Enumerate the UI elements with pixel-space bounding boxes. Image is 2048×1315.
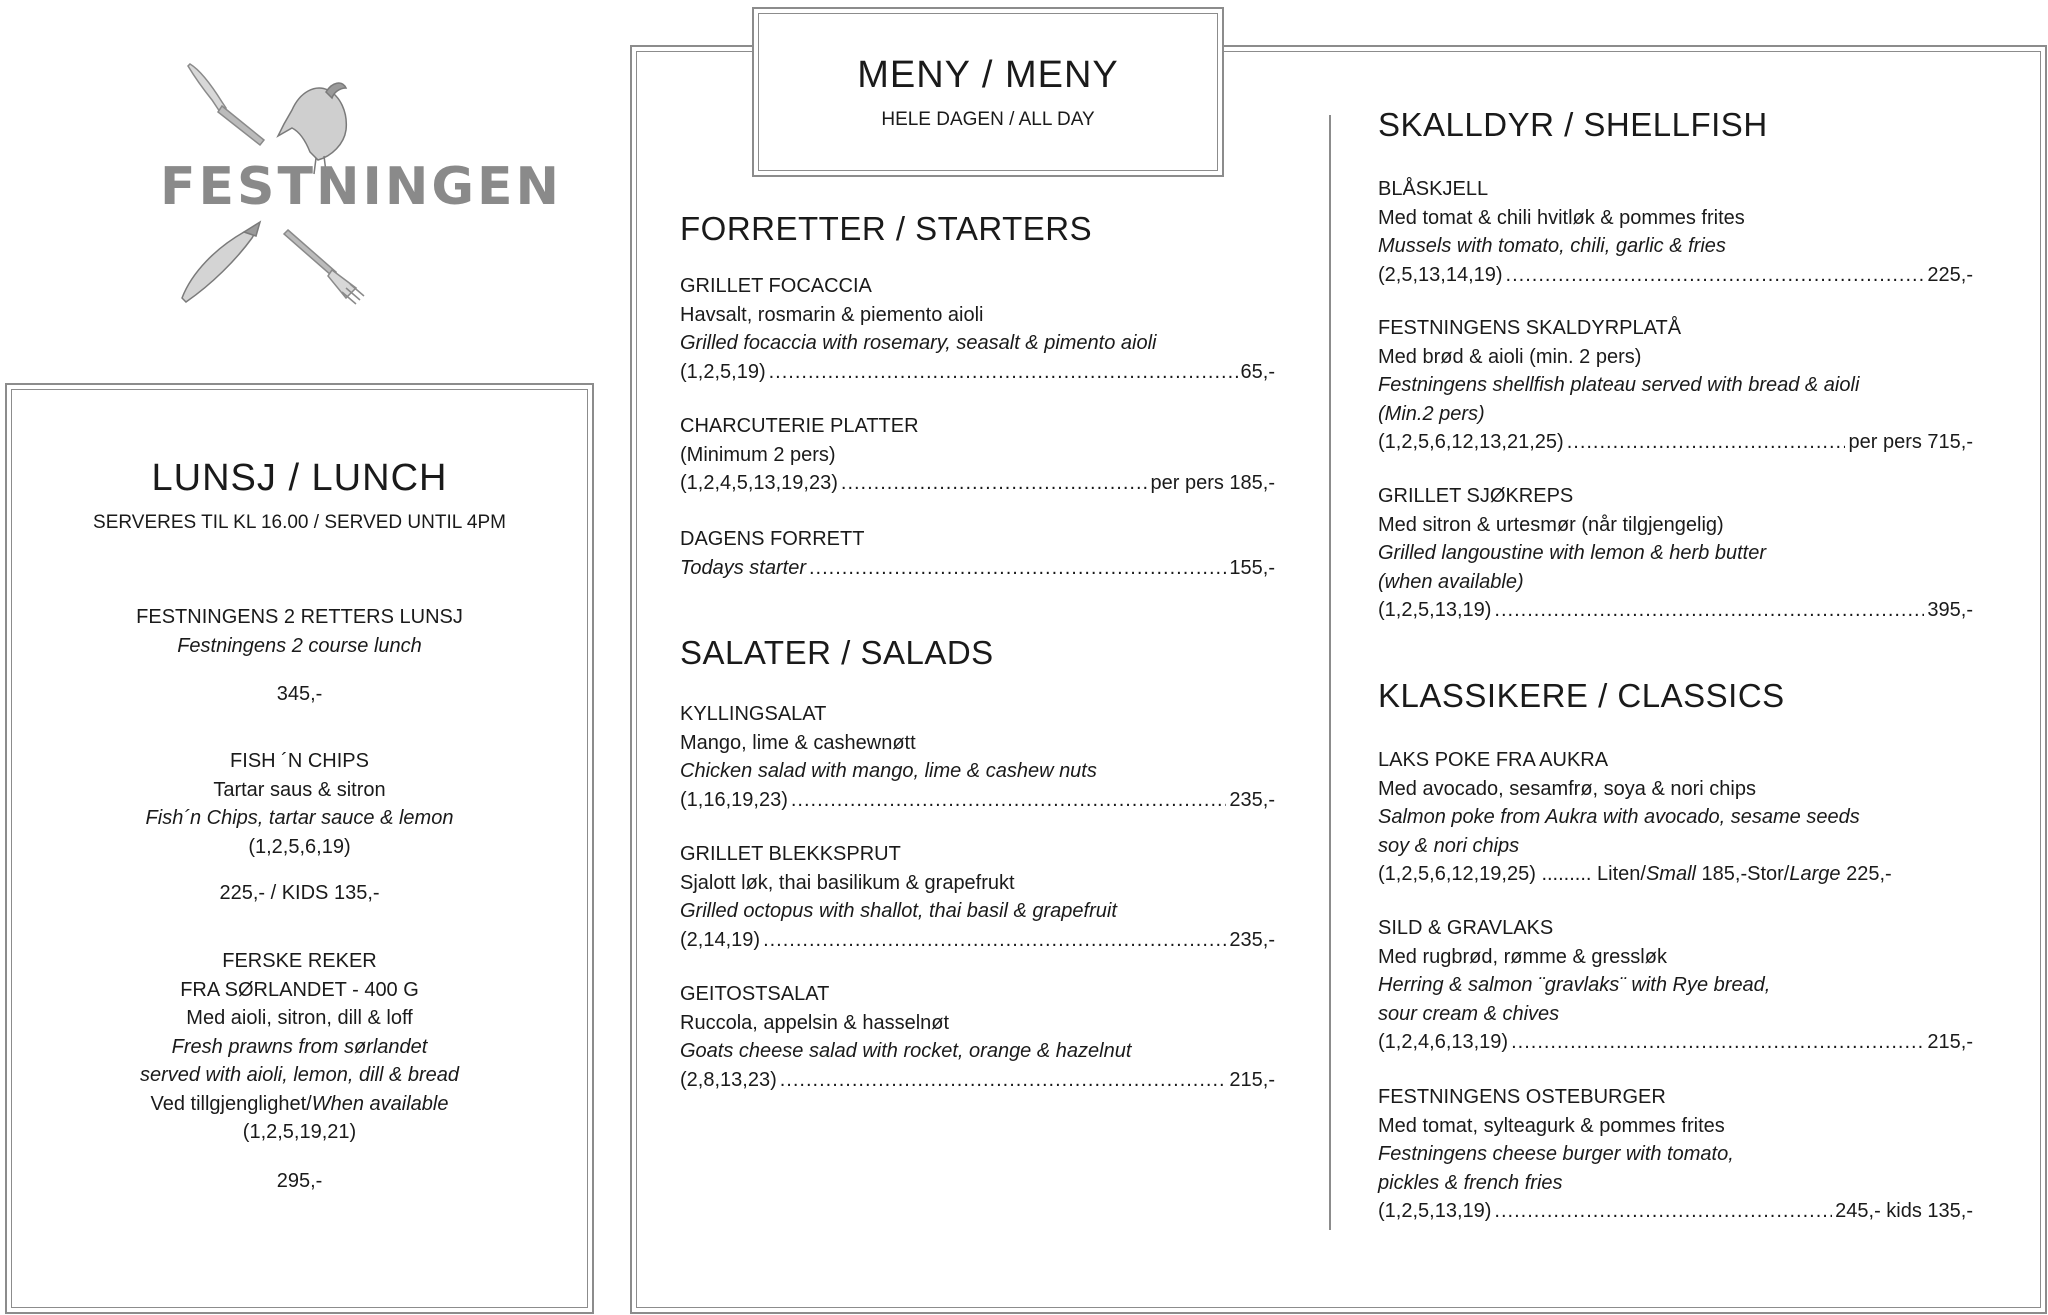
item-allergens: (1,2,5,19,21) (242, 1121, 357, 1143)
menu-item (680, 272, 1275, 386)
item-english: Todays starter (680, 556, 806, 579)
item-name-2: FRA SØRLANDET - 400 G (180, 978, 419, 1001)
item-english: Grilled langoustine with lemon & herb butter (1378, 542, 1766, 564)
item-english: Fish´n Chips, tartar sauce & lemon (145, 807, 454, 829)
item-description: Med rugbrød, rømme & gressløk (1378, 945, 1667, 968)
item-price-line (1378, 428, 1973, 457)
item-price-line (1378, 261, 1973, 290)
dot-leader (1494, 1197, 1832, 1226)
item-allergens: (1,2,5,6,19) (248, 835, 351, 858)
item-english-2: (Min.2 pers) (1378, 402, 1485, 425)
item-name: LAKS POKE FRA AUKRA (1378, 749, 1609, 771)
item-english: Herring & salmon ¨gravlaks¨ with Rye bread, (1378, 974, 1771, 996)
menu-item (1378, 1083, 1973, 1226)
item-allergens: (1,2,4,5,13,19,23) (680, 472, 838, 494)
fish-icon (182, 222, 260, 302)
item-allergens: (1,2,5,19) (680, 360, 766, 383)
item-allergens: (1,16,19,23) (680, 788, 788, 811)
item-description: Tartar saus & sitron (213, 778, 386, 801)
item-description: Havsalt, rosmarin & piemento aioli (680, 303, 984, 326)
item-allergens: (1,2,5,13,19) (1378, 1200, 1492, 1222)
item-price: 395,- (1927, 599, 1973, 621)
dot-leader (780, 1066, 1227, 1095)
item-price-line (680, 926, 1275, 955)
item-english-2: served with aioli, lemon, dill & bread (139, 1064, 460, 1086)
knife-icon (188, 64, 264, 145)
item-name: FERSKE REKER (222, 950, 377, 972)
dot-leader (769, 358, 1238, 387)
menu-item (680, 840, 1275, 954)
item-price-line (1378, 1028, 1973, 1057)
availability-en: When available (311, 1092, 449, 1115)
item-price: 245,- kids 135,- (1835, 1200, 1973, 1222)
item-name: FESTNINGENS SKALDYRPLATÅ (1378, 317, 1682, 339)
price-small-no: Liten/ (1597, 863, 1646, 885)
item-english: Salmon poke from Aukra with avocado, sesame seeds (1378, 806, 1860, 828)
menu-item (680, 700, 1275, 814)
item-price-line (680, 358, 1275, 387)
item-allergens: (1,2,5,6,12,13,21,25) (1378, 431, 1564, 453)
item-description: Med avocado, sesamfrø, soya & nori chips (1378, 777, 1756, 800)
item-price: per pers 715,- (1848, 431, 1973, 453)
item-name: GEITOSTSALAT (680, 983, 830, 1005)
section-title-salads: SALATER / SALADS (680, 634, 994, 671)
item-allergens: (1,2,4,6,13,19) (1378, 1031, 1509, 1053)
item-description: Med tomat & chili hvitløk & pommes frites (1378, 206, 1745, 229)
item-english: Festningens cheese burger with tomato, (1378, 1143, 1734, 1165)
dot-leader (791, 786, 1227, 815)
menu-item (680, 525, 1275, 582)
section-title-starters: FORRETTER / STARTERS (680, 210, 1093, 247)
price-small: 185,- (1695, 863, 1748, 885)
menu-item (1378, 914, 1973, 1057)
item-description: Med brød & aioli (min. 2 pers) (1378, 345, 1642, 368)
item-description: Mango, lime & cashewnøtt (680, 731, 916, 754)
item-price-line (1378, 1197, 1973, 1226)
festningen-logo (160, 52, 563, 322)
fork-icon (284, 230, 364, 304)
item-price-line (1378, 860, 1973, 889)
item-price: 295,- (276, 1169, 323, 1192)
item-english: Fresh prawns from sørlandet (171, 1035, 428, 1058)
item-price: 215,- (1927, 1031, 1973, 1053)
item-price-line (1378, 596, 1973, 625)
item-description: Sjalott løk, thai basilikum & grapefrukt (680, 871, 1015, 894)
item-english: Goats cheese salad with rocket, orange & hazelnut (680, 1040, 1132, 1062)
dot-leader (1494, 596, 1924, 625)
section-title-classics: KLASSIKERE / CLASSICS (1378, 677, 1785, 714)
item-name: KYLLINGSALAT (680, 703, 827, 725)
item-name: FISH ´N CHIPS (230, 750, 369, 772)
menu-header (752, 7, 1224, 177)
menu-item (680, 412, 1275, 498)
item-price: 215,- (1229, 1068, 1275, 1091)
item-name: BLÅSKJELL (1378, 178, 1489, 200)
availability-no: Ved tillgjenglighet/ (150, 1092, 312, 1115)
item-english-2: (when available) (1378, 570, 1524, 593)
item-allergens: (2,8,13,23) (680, 1068, 777, 1091)
item-price-line (680, 1066, 1275, 1095)
menu-item (1378, 314, 1973, 457)
item-english: Chicken salad with mango, lime & cashew nuts (680, 760, 1097, 782)
item-allergens: (1,2,5,6,12,19,25) (1378, 863, 1536, 885)
lunch-subtitle: SERVERES TIL KL 16.00 / SERVED UNTIL 4PM (93, 512, 506, 533)
lunch-menu-panel (5, 383, 594, 1314)
dot-leader (809, 554, 1226, 583)
item-english-2: pickles & french fries (1378, 1171, 1563, 1194)
menu-subtitle: HELE DAGEN / ALL DAY (881, 109, 1095, 130)
item-price-line (680, 786, 1275, 815)
item-price-line (680, 554, 1275, 583)
menu-item (680, 980, 1275, 1094)
item-english: Festningens shellfish plateau served with bread & aioli (1378, 374, 1860, 396)
item-price: 225,- / KIDS 135,- (219, 882, 380, 904)
item-english-2: sour cream & chives (1378, 1002, 1560, 1025)
item-availability (7, 1090, 592, 1119)
item-description: Med sitron & urtesmør (når tilgjengelig) (1378, 513, 1724, 536)
item-description: Med tomat, sylteagurk & pommes frites (1378, 1114, 1725, 1137)
dot-leader (841, 469, 1148, 498)
price-large: 225,- (1840, 863, 1892, 885)
lunch-item (7, 603, 592, 709)
item-allergens: (2,14,19) (680, 928, 761, 951)
price-large-no: Stor/ (1747, 863, 1790, 885)
item-name: DAGENS FORRETT (680, 528, 865, 550)
item-description: Ruccola, appelsin & hasselnøt (680, 1011, 950, 1034)
item-allergens: (1,2,5,13,19) (1378, 599, 1492, 621)
item-price: 345,- (276, 683, 323, 705)
menu-title: MENY / MENY (857, 54, 1119, 96)
item-name: FESTNINGENS OSTEBURGER (1378, 1086, 1666, 1108)
item-english: Mussels with tomato, chili, garlic & fries (1378, 235, 1726, 257)
lunch-title: LUNSJ / LUNCH (151, 457, 448, 499)
item-price: 225,- (1927, 263, 1973, 286)
item-name: GRILLET SJØKREPS (1378, 485, 1574, 507)
item-price: per pers 185,- (1150, 472, 1275, 494)
dot-leader (1511, 1028, 1924, 1057)
menu-item (1378, 175, 1973, 289)
item-description: Med aioli, sitron, dill & loff (186, 1007, 413, 1029)
item-name: FESTNINGENS 2 RETTERS LUNSJ (136, 606, 463, 628)
item-english: Festningens 2 course lunch (177, 634, 422, 657)
dot-leader (763, 926, 1226, 955)
menu-item (1378, 482, 1973, 625)
lunch-item (7, 747, 592, 908)
item-price-line (680, 469, 1275, 498)
item-name: CHARCUTERIE PLATTER (680, 415, 919, 437)
price-small-en: Small (1645, 863, 1696, 885)
price-large-en: Large (1789, 863, 1841, 885)
dot-leader: ......... (1535, 863, 1598, 885)
item-price: 65,- (1240, 360, 1275, 383)
brand-name: FESTNINGEN (160, 157, 563, 217)
section-title-shellfish: SKALLDYR / SHELLFISH (1378, 106, 1768, 143)
dot-leader (1567, 428, 1846, 457)
item-description: (Minimum 2 pers) (680, 443, 836, 466)
item-name: GRILLET BLEKKSPRUT (680, 843, 901, 865)
lunch-item (7, 947, 592, 1195)
item-allergens: (2,5,13,14,19) (1378, 263, 1503, 286)
item-name: GRILLET FOCACCIA (680, 275, 872, 297)
item-english-2: soy & nori chips (1378, 834, 1520, 857)
item-name: SILD & GRAVLAKS (1378, 917, 1554, 939)
dot-leader (1506, 261, 1925, 290)
item-english: Grilled focaccia with rosemary, seasalt & pimento aioli (680, 332, 1157, 354)
menu-item (1378, 746, 1973, 889)
item-price: 235,- (1229, 788, 1275, 811)
item-price: 155,- (1229, 556, 1275, 579)
item-english: Grilled octopus with shallot, thai basil & grapefruit (680, 900, 1117, 922)
column-divider (1329, 115, 1331, 1230)
item-price: 235,- (1229, 928, 1275, 951)
